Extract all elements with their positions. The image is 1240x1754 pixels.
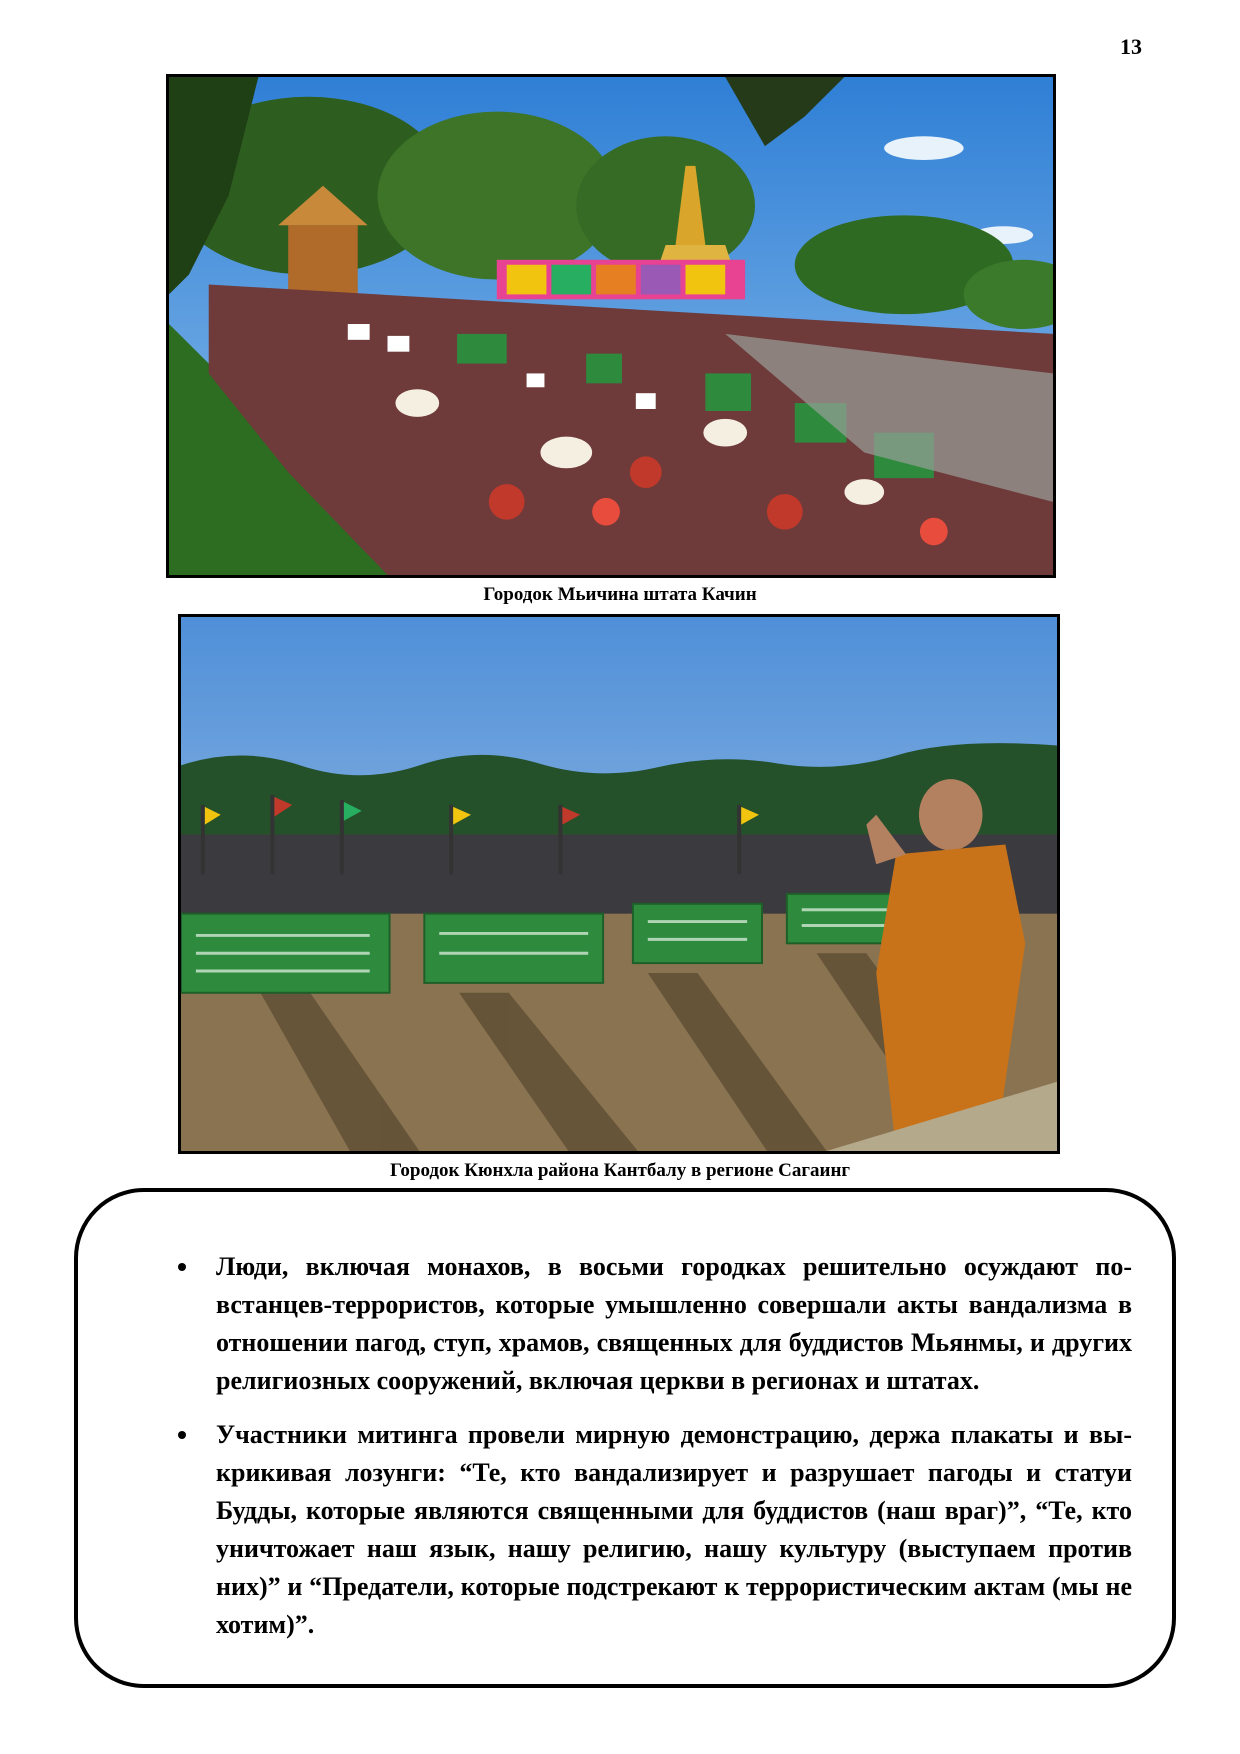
summary-bullet-list — [106, 1248, 1132, 1660]
rally-photo-kyunhla — [178, 614, 1060, 1154]
rally-photo-myitkyina — [166, 74, 1056, 578]
page-number: 13 — [1120, 34, 1142, 59]
summary-box — [74, 1188, 1176, 1688]
bullet-dot-icon — [178, 1431, 186, 1439]
rally-photo-kyunhla-image — [181, 617, 1057, 1151]
summary-bullet-text: Участники митинга провели мирную демонстрацию, держа плакаты и выкрикивая лозунги: “Те, кто вандализирует и разрушает пагоды и статуи Будды, которые являются священными для буддистов (наш враг)”, “Те, кто уничтожает наш язык, нашу религию, нашу культуру (выступаем против них)” и “Предатели, которые подстрекают к террористическим актам (мы не хотим)”. — [216, 1420, 1132, 1639]
photo-caption-myitkyina: Городок Мьичина штата Качин — [483, 584, 757, 605]
photo-caption-kyunhla: Городок Кюнхла района Кантбалу в регионе Сагаинг — [389, 1160, 851, 1181]
summary-bullet — [106, 1248, 1132, 1400]
bullet-dot-icon — [178, 1263, 186, 1271]
summary-bullet-text: Люди, включая монахов, в восьми городках решительно осуждают повстанцев-террористов, которые умышленно совершали акты вандализма в отношении пагод, ступ, храмов, священных для буддистов Мьянмы, и других религиозных сооружений, включая церкви в регионах и штатах. — [216, 1252, 1132, 1395]
summary-bullet — [106, 1416, 1132, 1644]
rally-photo-myitkyina-image — [169, 77, 1053, 575]
